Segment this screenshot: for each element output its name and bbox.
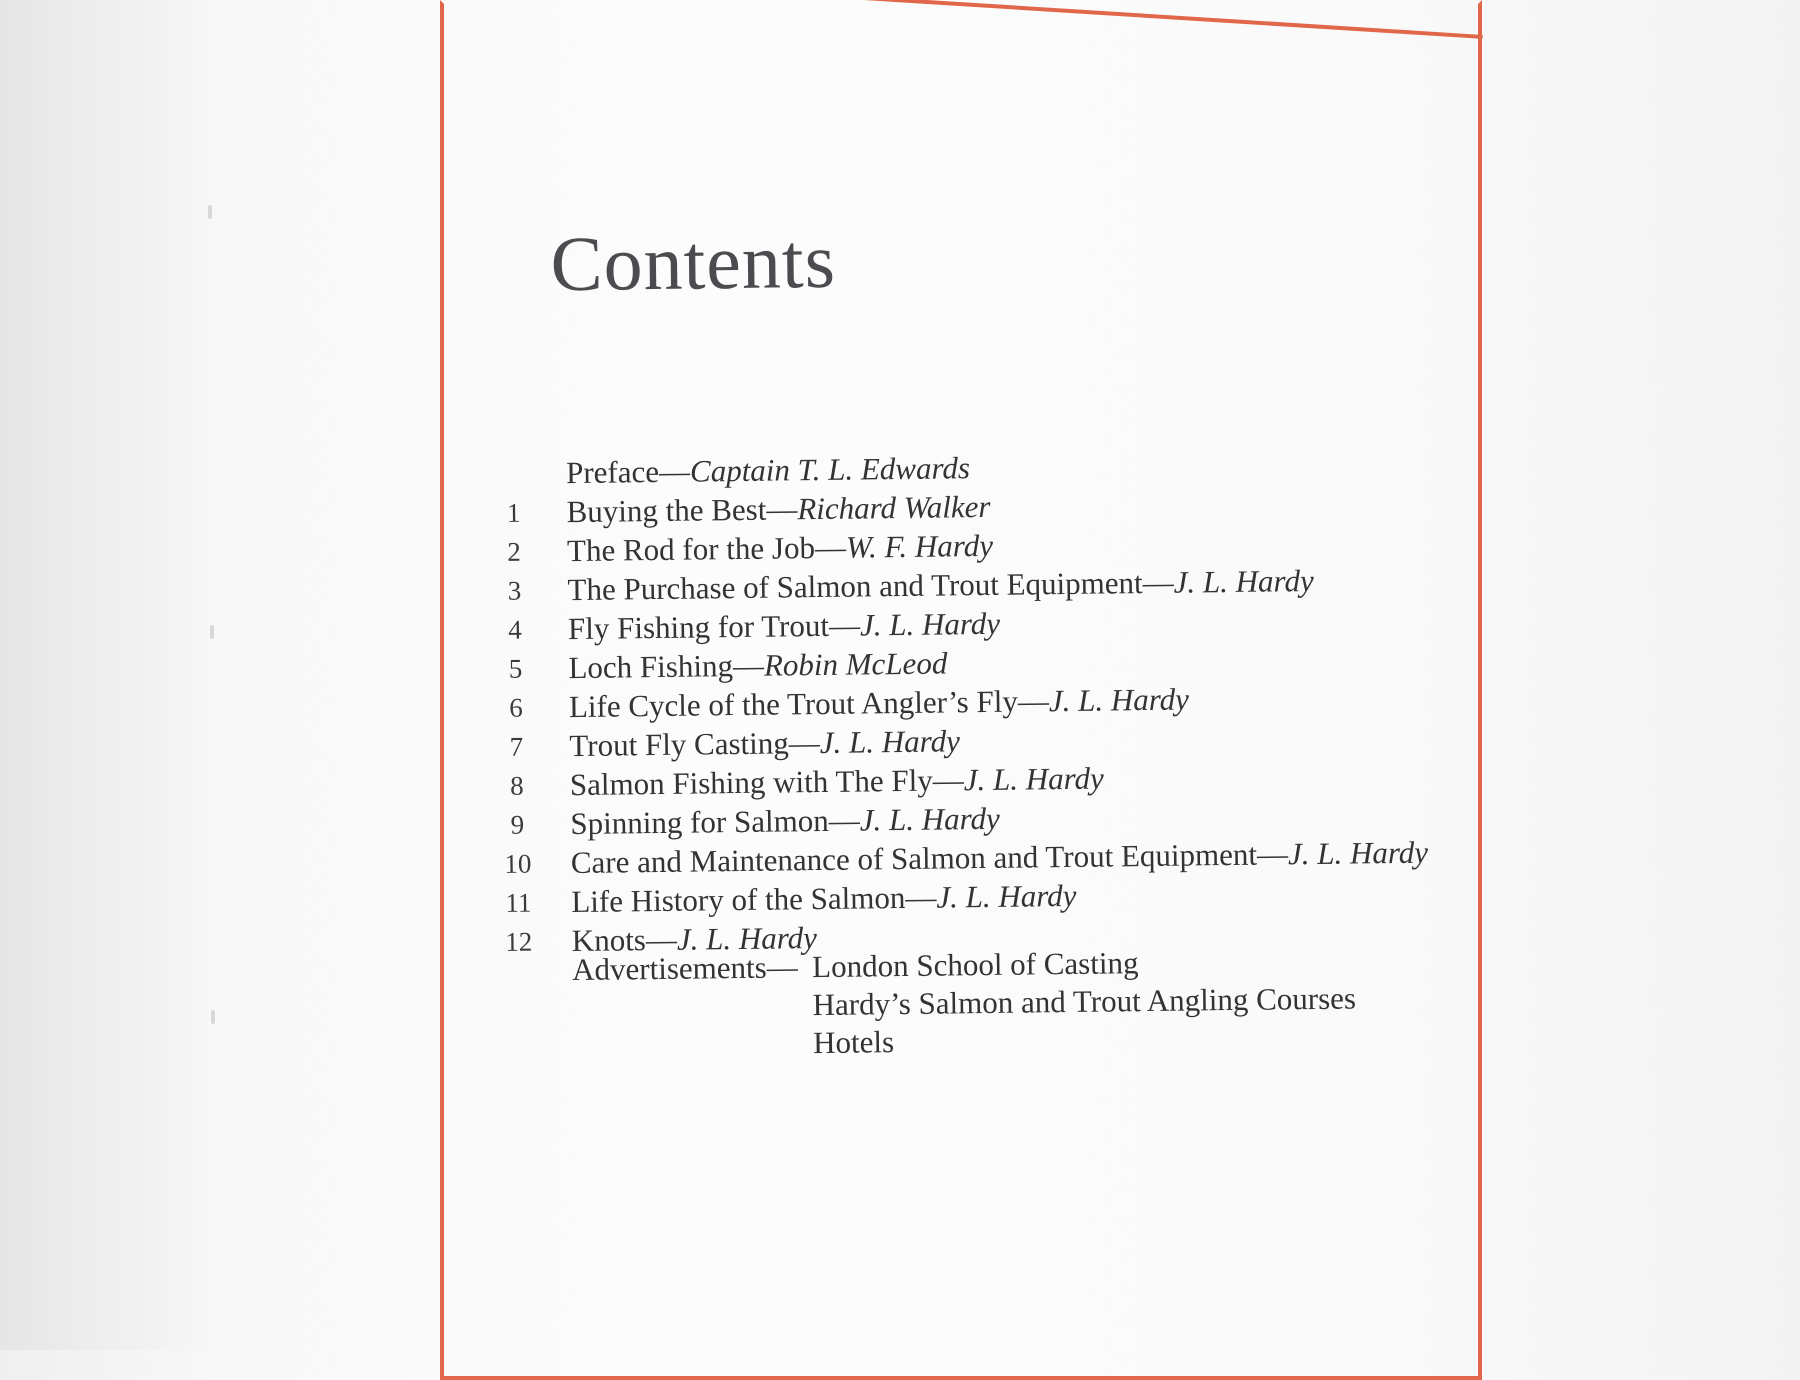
chapter-author: J. L. Hardy — [860, 606, 1000, 643]
chapter-title-text: Loch Fishing— — [568, 648, 764, 685]
chapter-title — [566, 488, 990, 531]
chapter-number: 7 — [496, 727, 536, 765]
chapter-author: J. L. Hardy — [859, 801, 999, 838]
chapter-title — [568, 644, 947, 687]
chapter-number: 1 — [493, 493, 533, 531]
chapter-title-text: Life History of the Salmon— — [571, 880, 936, 919]
chapter-number: 8 — [497, 766, 537, 804]
chapter-number: 12 — [499, 922, 539, 960]
binding-mark — [208, 205, 212, 219]
chapter-title — [570, 800, 1000, 843]
chapter-number: 2 — [494, 532, 534, 570]
advertisement-item: Hotels — [813, 1023, 894, 1062]
page-edge-shadow — [0, 0, 230, 1350]
chapter-number: 11 — [498, 883, 538, 921]
chapter-title-text: Salmon Fishing with The Fly— — [570, 762, 964, 802]
chapter-title-text: Preface— — [566, 454, 690, 491]
chapter-author: J. L. Hardy — [1288, 835, 1428, 872]
chapter-author: Robin McLeod — [764, 645, 948, 682]
chapter-number: 9 — [497, 805, 537, 843]
chapter-number: 6 — [496, 688, 536, 726]
chapter-number: 3 — [494, 571, 534, 609]
chapter-title-text: Spinning for Salmon— — [570, 803, 860, 842]
chapter-title-text: Buying the Best— — [566, 491, 797, 529]
chapter-title — [568, 605, 1001, 648]
binding-mark — [211, 1010, 215, 1024]
chapter-title — [570, 760, 1104, 805]
chapter-title-text: The Purchase of Salmon and Trout Equipment— — [567, 565, 1174, 607]
chapter-number: 10 — [498, 844, 538, 882]
chapter-title-text: Trout Fly Casting— — [569, 725, 820, 763]
binding-mark — [210, 625, 214, 639]
chapter-title — [567, 527, 993, 570]
chapter-title-text: Knots— — [572, 922, 677, 958]
chapter-author: J. L. Hardy — [820, 723, 960, 760]
chapter-author: W. F. Hardy — [846, 528, 993, 565]
chapter-author: Captain T. L. Edwards — [690, 450, 970, 488]
chapter-author: Richard Walker — [797, 489, 991, 526]
chapter-number: 4 — [495, 610, 535, 648]
advertisement-item: London School of Casting — [812, 944, 1139, 986]
chapter-title-text: Care and Maintenance of Salmon and Trout Equipment— — [571, 836, 1289, 880]
chapter-title — [569, 680, 1189, 726]
chapter-title-text: Fly Fishing for Trout— — [568, 608, 860, 647]
chapter-title — [571, 877, 1077, 921]
chapter-title — [566, 449, 970, 492]
chapter-author: J. L. Hardy — [677, 920, 817, 957]
chapter-number: 5 — [495, 649, 535, 687]
chapter-author: J. L. Hardy — [936, 878, 1076, 915]
chapter-title-text: Life Cycle of the Trout Angler’s Fly— — [569, 683, 1049, 724]
page-title: Contents — [550, 216, 836, 309]
chapter-author: J. L. Hardy — [1049, 681, 1189, 718]
chapter-author: J. L. Hardy — [1173, 563, 1313, 600]
chapter-title-text: The Rod for the Job— — [567, 530, 846, 568]
advertisements-label: Advertisements— — [572, 948, 798, 989]
advertisement-item: Hardy’s Salmon and Trout Angling Courses — [812, 979, 1356, 1024]
chapter-title — [569, 722, 960, 765]
chapter-author: J. L. Hardy — [964, 761, 1104, 798]
